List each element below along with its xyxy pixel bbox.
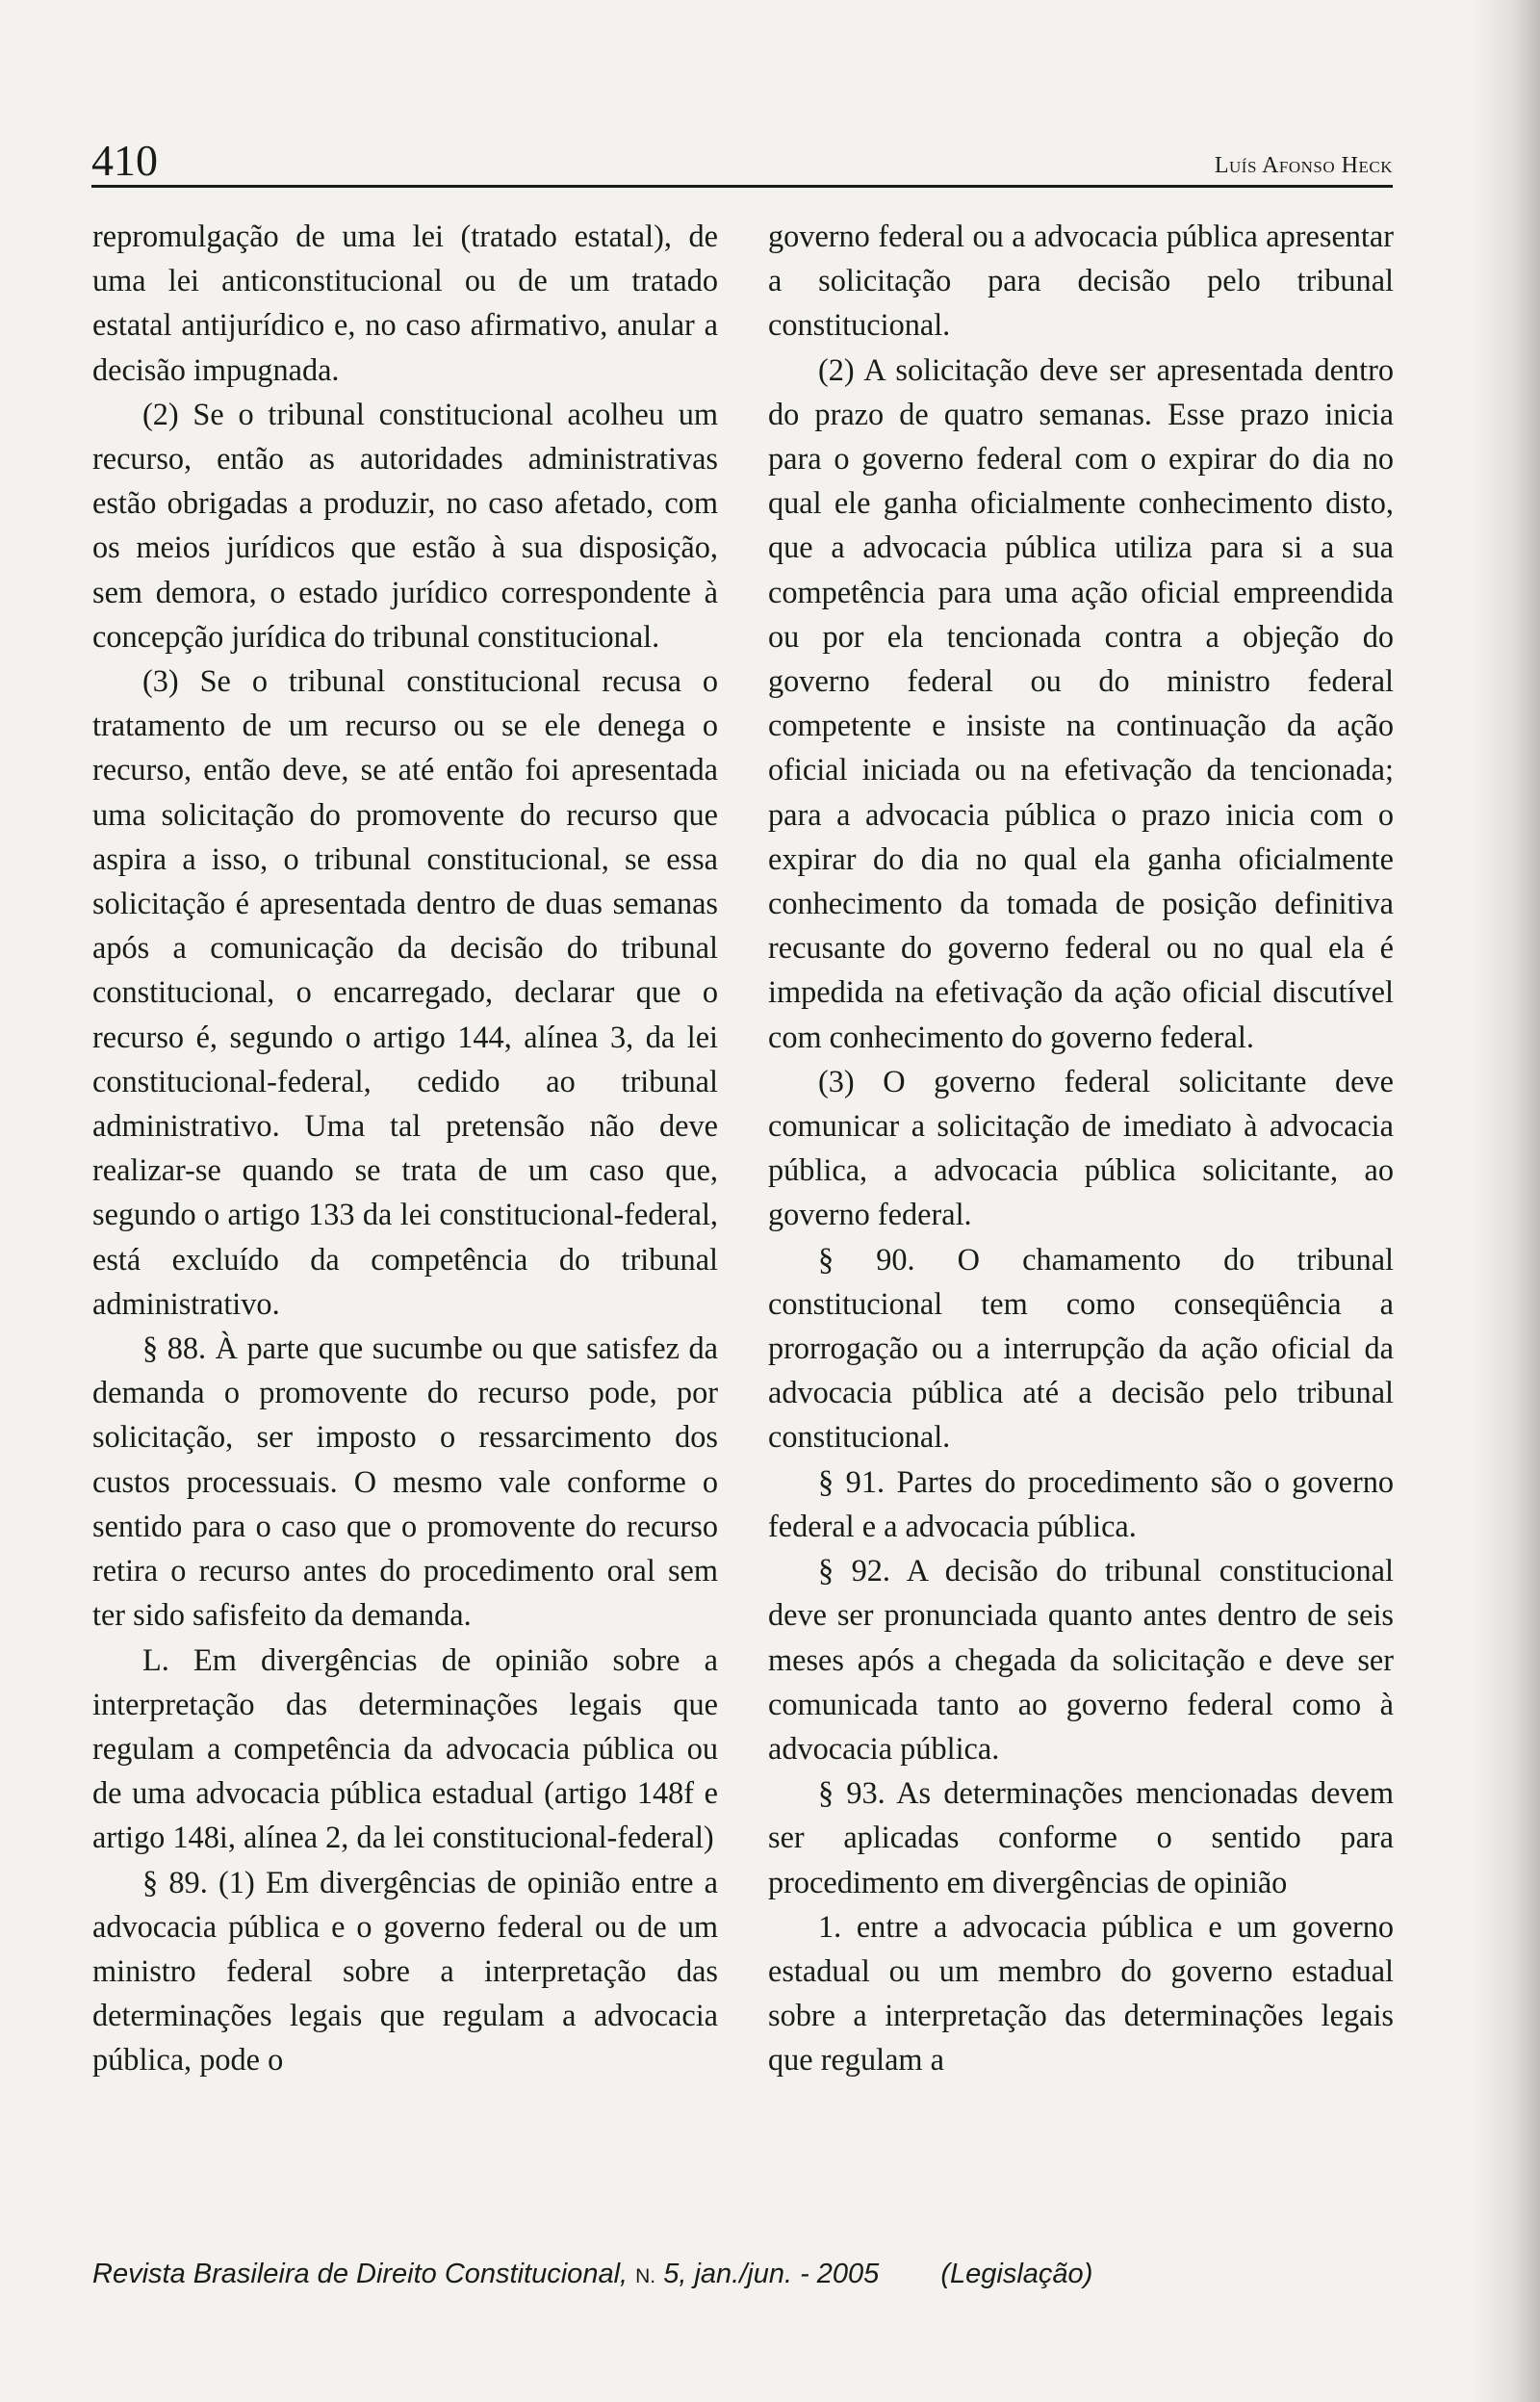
paragraph: (3) O governo federal solicitante deve comunicar a solicitação de imediato à advocacia pública, a advocacia pública solicitante, ao governo federal. [768,1063,1394,1232]
running-header [91,127,1393,188]
paragraph: (3) Se o tribunal constitucional recusa o tratamento de um recurso ou se ele denega o recurso, então deve, se até então foi apresentada uma solicitação do promovente do recurso que aspira a isso, o tribunal constitucional, se essa solicitação é apresentada dentro de duas semanas após a comunicação da decisão do tribunal constitucional, o encarregado, declarar que o recurso é, segundo o artigo 144, alínea 3, da lei constitucional-federal, cedido ao tribunal administrativo. Uma tal pretensão não deve realizar-se quando se trata de um caso que, segundo o artigo 133 da lei constitucional-federal, está excluído da competência do tribunal administrativo. [92,663,718,1321]
paragraph: 1. entre a advocacia pública e um governo estadual ou um membro do governo estadual sobre a interpretação das determinações legais que regulam a [768,1908,1394,2078]
paragraph: (2) Se o tribunal constitucional acolheu um recurso, então as autoridades administrativas estão obrigadas a produzir, no caso afetado, com os meios jurídicos que estão à sua disposição, sem demora, o estado jurídico correspondente à concepção jurídica do tribunal constitucional. [92,396,718,654]
paragraph: governo federal ou a advocacia pública apresentar a solicitação para decisão pelo tribunal constitucional. [768,219,1394,343]
right-column [768,214,1394,2082]
journal-footer [92,2259,1344,2290]
paragraph: § 91. Partes do procedimento são o governo federal e a advocacia pública. [768,1463,1394,1543]
paragraph: § 93. As determinações mencionadas devem ser aplicadas conforme o sentido para procedimento em divergências de opinião [768,1775,1394,1899]
paragraph: (2) A solicitação deve ser apresentada dentro do prazo de quatro semanas. Esse prazo inicia para o governo federal com o expirar do dia no qual ele ganha oficialmente conhecimento disto, que a advocacia pública utiliza para si a sua competência para uma ação oficial empreendida ou por ela tencionada contra a objeção do governo federal ou do ministro federal competente e insiste na continuação da ação oficial iniciada ou na efetivação da tencionada; para a advocacia pública o prazo inicia com o expirar do dia no qual ela ganha oficialmente conhecimento da tomada de posição definitiva recusante do governo federal ou no qual ela é impedida na efetivação da ação oficial discutível com conhecimento do governo federal. [768,351,1394,1054]
paragraph: § 92. A decisão do tribunal constitucional deve ser pronunciada quanto antes dentro de seis meses após a chegada da solicitação e deve ser comunicada tanto ao governo federal como à advocacia pública. [768,1553,1394,1766]
journal-issue: 5, jan./jun. - 2005 [663,2259,880,2289]
paragraph: § 89. (1) Em divergências de opinião entre a advocacia pública e o governo federal ou de um ministro federal sobre a interpretação das determinações legais que regulam a advocacia pública, pode o [92,1864,718,2078]
journal-section: (Legislação) [940,2259,1093,2289]
left-column [92,214,718,2082]
paragraph: § 88. À parte que sucumbe ou que satisfez da demanda o promovente do recurso pode, por solicitação, ser imposto o ressarcimento dos custos processuais. O mesmo vale conforme o sentido para o caso que o promovente do recurso retira o recurso antes do procedimento oral sem ter sido safisfeito da demanda. [92,1330,718,1633]
paragraph: repromulgação de uma lei (tratado estatal), de uma lei anticonstitucional ou de um tratado estatal antijurídico e, no caso afirmativo, anular a decisão impugnada. [92,219,718,387]
number-label: N. [635,2265,656,2287]
paragraph: L. Em divergências de opinião sobre a interpretação das determinações legais que regulam a competência da advocacia pública ou de uma advocacia pública estadual (artigo 148f e artigo 148i, alínea 2, da lei constitucional-federal) [92,1641,718,1855]
page-number: 410 [91,136,158,185]
journal-title: Revista Brasileira de Direito Constitucional, [92,2259,629,2289]
page-edge-shadow [1473,0,1540,2402]
running-author: Luís Afonso Heck [1214,153,1393,178]
paragraph: § 90. O chamamento do tribunal constitucional tem como conseqüência a prorrogação ou a interrupção da ação oficial da advocacia pública até a decisão pelo tribunal constitucional. [768,1241,1394,1455]
